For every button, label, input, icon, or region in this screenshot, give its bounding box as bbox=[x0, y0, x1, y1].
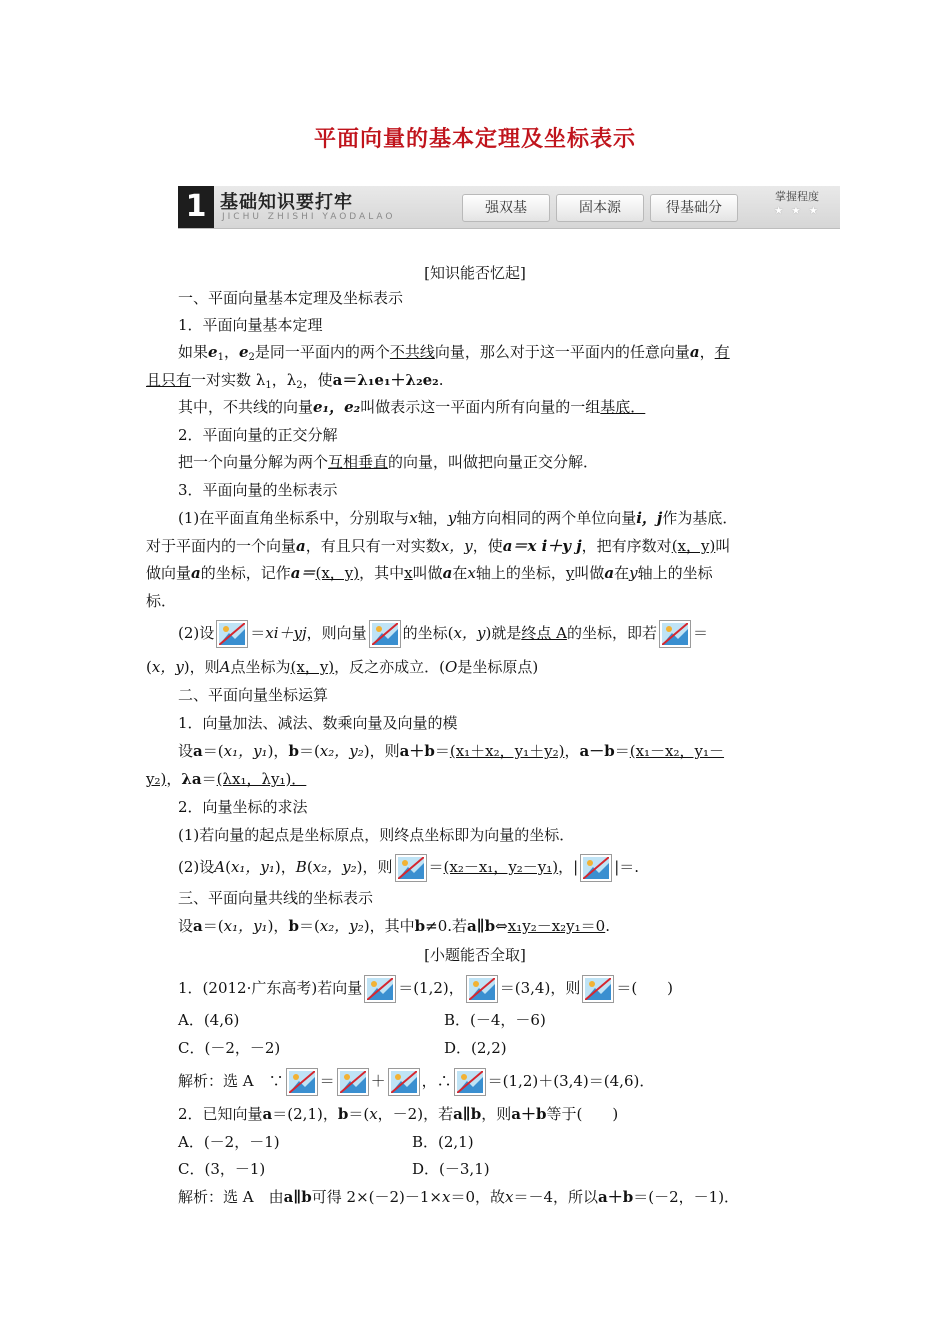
section-small-questions: [小题能否全取] bbox=[424, 946, 526, 964]
paragraph-7-end: 标． bbox=[146, 592, 177, 610]
vector-image-icon bbox=[466, 975, 498, 1003]
q2-solution: 解析：选 A 由a∥b可得 2×(－2)－1×x＝0，故x＝－4，所以a＋b＝(－2，－1)． bbox=[178, 1188, 740, 1206]
paragraph-12: (1)若向量的起点是坐标原点，则终点坐标即为向量的坐标． bbox=[178, 826, 575, 844]
vector-image-icon bbox=[364, 975, 396, 1003]
vector-image-icon bbox=[286, 1068, 318, 1096]
heading-2: 二、平面向量坐标运算 bbox=[178, 686, 329, 704]
vector-image-icon bbox=[388, 1068, 420, 1096]
heading-3: 三、平面向量共线的坐标表示 bbox=[178, 889, 374, 907]
gu-ben-yuan-button[interactable]: 固本源 bbox=[556, 194, 644, 222]
qiang-shuang-ji-button[interactable]: 强双基 bbox=[462, 194, 550, 222]
mastery-stars-icon: ★ ★ ★ bbox=[773, 204, 821, 217]
banner-number: 1 bbox=[178, 186, 214, 228]
heading-1: 一、平面向量基本定理及坐标表示 bbox=[178, 289, 404, 307]
section-banner bbox=[178, 186, 840, 229]
paragraph-11: y₂)，λa＝(λx₁，λy₁)． bbox=[146, 770, 307, 788]
q1-option-a: A．(4,6) bbox=[178, 1011, 240, 1029]
vector-image-icon bbox=[659, 620, 691, 648]
q2-option-d: D．(－3,1) bbox=[412, 1160, 490, 1178]
vector-image-icon bbox=[454, 1068, 486, 1096]
page-title: 平面向量的基本定理及坐标表示 bbox=[313, 127, 636, 152]
heading-2-2: 2．向量坐标的求法 bbox=[178, 798, 308, 816]
q1-solution: 解析：选 A ∵ ＝ ＋ ，∴ ＝(1,2)＋(3,4)＝(4,6)． bbox=[178, 1068, 654, 1096]
mastery-label: 掌握程度 bbox=[775, 190, 819, 203]
q2-option-a: A．(－2，－1) bbox=[178, 1133, 280, 1151]
q1-option-b: B．(－4，－6) bbox=[444, 1011, 546, 1029]
question-2: 2．已知向量a＝(2,1)，b＝(x，－2)，若a∥b，则a＋b等于( ) bbox=[178, 1105, 619, 1123]
banner-title: 基础知识要打牢 bbox=[220, 192, 353, 213]
vector-image-icon bbox=[216, 620, 248, 648]
q1-option-c: C．(－2，－2) bbox=[178, 1039, 281, 1057]
heading-1-1: 1．平面向量基本定理 bbox=[178, 316, 323, 334]
paragraph-3: 其中，不共线的向量e₁，e₂叫做表示这一平面内所有向量的一组基底． bbox=[178, 398, 646, 416]
paragraph-14: 设a＝(x₁，y₁)，b＝(x₂，y₂)，其中b≠0.若a∥b⇔x₁y₂－x₂y₁＝0. bbox=[178, 917, 610, 935]
vector-image-icon bbox=[337, 1068, 369, 1096]
heading-2-1: 1．向量加法、减法、数乘向量及向量的模 bbox=[178, 714, 458, 732]
q2-option-b: B．(2,1) bbox=[412, 1133, 474, 1151]
vector-image-icon bbox=[395, 854, 427, 882]
heading-1-2: 2．平面向量的正交分解 bbox=[178, 426, 338, 444]
paragraph-7: 做向量a的坐标，记作a＝(x，y)，其中x叫做a在x轴上的坐标，y叫做a在y轴上的坐标 bbox=[146, 564, 713, 582]
paragraph-9: (x，y)，则A点坐标为(x，y)，反之亦成立．(O是坐标原点) bbox=[146, 658, 539, 676]
question-1: 1．(2012·广东高考)若向量 ＝(1,2)， ＝(3,4)，则 ＝( ) bbox=[178, 975, 673, 1003]
de-ji-chu-fen-button[interactable]: 得基础分 bbox=[650, 194, 738, 222]
vector-image-icon bbox=[580, 854, 612, 882]
paragraph-1: 如果$e_1$，$e_2$是同一平面内的两个不共线向量，那么对于这一平面内的任意向量a，有 bbox=[178, 343, 730, 363]
paragraph-13: (2)设A(x₁，y₁)，B(x₂，y₂)，则 ＝(x₂－x₁，y₂－y₁)，| |＝. bbox=[178, 854, 639, 882]
section-recall: [知识能否忆起] bbox=[424, 264, 526, 282]
paragraph-10: 设a＝(x₁，y₁)，b＝(x₂，y₂)，则a＋b＝(x₁＋x₂，y₁＋y₂)，a－b＝(x₁－x₂，y₁－ bbox=[178, 742, 725, 760]
heading-1-3: 3．平面向量的坐标表示 bbox=[178, 481, 338, 499]
mastery-indicator bbox=[754, 188, 840, 226]
paragraph-6: 对于平面内的一个向量a，有且只有一对实数x，y，使a＝x i＋y j，把有序数对(x，y)叫 bbox=[146, 537, 731, 555]
paragraph-8: (2)设 ＝xi＋yj，则向量 的坐标(x，y)就是终点 A的坐标，即若 ＝ bbox=[178, 620, 708, 648]
q1-option-d: D．(2,2) bbox=[444, 1039, 507, 1057]
paragraph-2: 且只有一对实数 $\lambda_1$，$\lambda_2$，使a＝λ₁e₁＋λ₂e₂. bbox=[146, 371, 444, 391]
q2-option-c: C．(3，－1) bbox=[178, 1160, 266, 1178]
paragraph-4: 把一个向量分解为两个互相垂直的向量，叫做把向量正交分解． bbox=[178, 453, 599, 471]
banner-subtitle: JICHU ZHISHI YAODALAO bbox=[222, 212, 396, 222]
paragraph-5: (1)在平面直角坐标系中，分别取与x轴，y轴方向相同的两个单位向量i，j作为基底． bbox=[178, 509, 738, 527]
vector-image-icon bbox=[582, 975, 614, 1003]
vector-image-icon bbox=[369, 620, 401, 648]
